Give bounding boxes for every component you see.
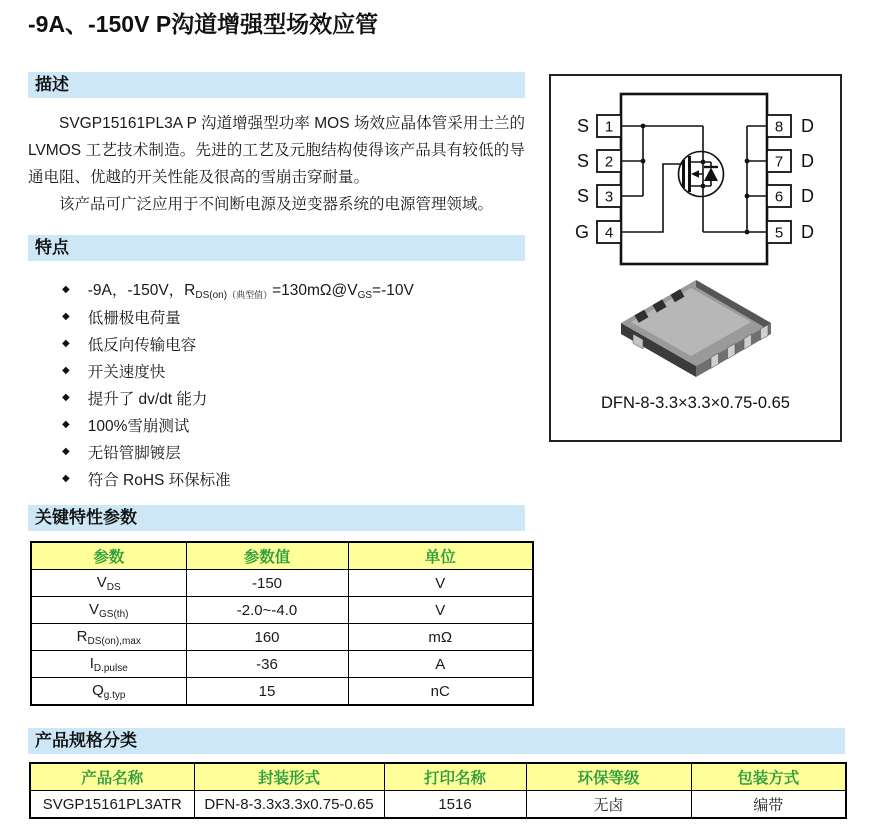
table-row bbox=[31, 597, 533, 624]
value-cell: -36 bbox=[186, 651, 348, 678]
feature-item bbox=[62, 357, 525, 384]
description-paragraph: 该产品可广泛应用于不间断电源及逆变器系统的电源管理领域。 bbox=[59, 196, 494, 213]
feature-text: -9A，-150V，$R_{DS(on)(典型值)}=130m\Omega@V_{GS}=-10V$ bbox=[87, 282, 414, 301]
pin-function-label: S bbox=[576, 116, 589, 136]
feature-item bbox=[62, 384, 525, 411]
data-cell: 无卤 bbox=[526, 791, 691, 819]
package-panel bbox=[549, 74, 842, 442]
feature-text: 无铅管脚镀层 bbox=[87, 444, 181, 462]
table-header-row bbox=[31, 542, 533, 570]
unit-cell: nC bbox=[348, 678, 533, 706]
feature-text: 开关速度快 bbox=[87, 363, 166, 381]
pin-number: 6 bbox=[774, 188, 784, 206]
bullet-icon: ◆ bbox=[62, 392, 70, 403]
features-section-heading: 特点 bbox=[28, 235, 525, 261]
feature-text: 提升了 dv/dt 能力 bbox=[87, 390, 208, 408]
unit-cell: A bbox=[348, 651, 533, 678]
pin-function-label: G bbox=[574, 222, 589, 242]
pin-number: 5 bbox=[774, 224, 784, 242]
description-paragraph: SVGP15161PL3A P 沟道增强型功率 MOS 场效应晶体管采用士兰的 LVMOS 工艺技术制造。先进的工艺及元胞结构使得该产品具有较低的导通电阻、优越的开关性能及很高的雪崩击穿耐量。 bbox=[28, 115, 525, 186]
dfn-package-3d-image bbox=[621, 280, 771, 377]
feature-item bbox=[62, 276, 525, 303]
data-cell: 1516 bbox=[384, 791, 526, 819]
left-pins bbox=[575, 115, 621, 243]
key-params-table bbox=[30, 541, 534, 706]
pin-function-label: D bbox=[801, 151, 814, 171]
param-cell: $I_{D.pulse}$ bbox=[31, 651, 186, 678]
package-name-label: DFN-8-3.3×3.3×0.75-0.65 bbox=[601, 394, 790, 412]
data-cell: DFN-8-3.3x3.3x0.75-0.65 bbox=[194, 791, 384, 819]
param-cell: $R_{DS(on),max}$ bbox=[31, 624, 186, 651]
pin-number: 1 bbox=[604, 118, 614, 136]
pin-number: 7 bbox=[774, 153, 784, 171]
unit-cell: mΩ bbox=[348, 624, 533, 651]
feature-item bbox=[62, 303, 525, 330]
table-row bbox=[31, 651, 533, 678]
product-spec-heading: 产品规格分类 bbox=[28, 728, 845, 754]
bullet-icon: ◆ bbox=[62, 338, 70, 349]
product-spec-table-body bbox=[30, 763, 846, 818]
column-header: 产品名称 bbox=[30, 763, 194, 791]
feature-list bbox=[62, 276, 525, 492]
feature-item bbox=[62, 465, 525, 492]
bullet-icon: ◆ bbox=[62, 311, 70, 322]
pin-function-label: D bbox=[801, 186, 814, 206]
column-header: 包装方式 bbox=[691, 763, 846, 791]
value-cell: -2.0~-4.0 bbox=[186, 597, 348, 624]
feature-text: 低栅极电荷量 bbox=[87, 309, 181, 327]
description-section-heading: 描述 bbox=[28, 72, 525, 98]
pin-number: 8 bbox=[774, 118, 784, 136]
pin-function-label: S bbox=[576, 151, 589, 171]
pin-number: 2 bbox=[604, 153, 614, 171]
bullet-icon: ◆ bbox=[62, 419, 70, 430]
table-header-row bbox=[30, 763, 846, 791]
column-header: 参数值 bbox=[186, 542, 348, 570]
bullet-icon: ◆ bbox=[62, 365, 70, 376]
pin-function-label: S bbox=[576, 186, 589, 206]
table-row bbox=[31, 624, 533, 651]
description-text bbox=[28, 110, 525, 218]
param-cell: $Q_{g.typ}$ bbox=[31, 678, 186, 706]
bullet-icon: ◆ bbox=[62, 284, 70, 295]
bullet-icon: ◆ bbox=[62, 446, 70, 457]
table-row bbox=[30, 791, 846, 819]
unit-cell: V bbox=[348, 597, 533, 624]
unit-cell: V bbox=[348, 570, 533, 597]
param-cell: $V_{DS}$ bbox=[31, 570, 186, 597]
feature-item bbox=[62, 411, 525, 438]
value-cell: 15 bbox=[186, 678, 348, 706]
value-cell: -150 bbox=[186, 570, 348, 597]
body-diode-icon bbox=[704, 168, 718, 182]
param-cell: $V_{GS(th)}$ bbox=[31, 597, 186, 624]
column-header: 参数 bbox=[31, 542, 186, 570]
pin-number: 3 bbox=[604, 188, 614, 206]
feature-text: 100%雪崩测试 bbox=[87, 417, 190, 435]
column-header: 单位 bbox=[348, 542, 533, 570]
right-pins bbox=[767, 115, 814, 243]
feature-text: 符合 RoHS 环保标准 bbox=[87, 471, 231, 489]
pin-diagram-and-package-graphic bbox=[551, 76, 840, 378]
pin-function-label: D bbox=[801, 222, 814, 242]
table-row bbox=[31, 678, 533, 706]
column-header: 环保等级 bbox=[526, 763, 691, 791]
page-title: -9A、-150V P沟道增强型场效应管 bbox=[28, 11, 379, 37]
feature-text: 低反向传输电容 bbox=[87, 336, 197, 354]
key-params-section bbox=[28, 505, 525, 706]
key-params-table-body bbox=[31, 542, 533, 705]
product-spec-table bbox=[29, 762, 847, 819]
product-spec-section bbox=[28, 728, 845, 819]
feature-item bbox=[62, 330, 525, 357]
data-cell: 编带 bbox=[691, 791, 846, 819]
bullet-icon: ◆ bbox=[62, 473, 70, 484]
feature-item bbox=[62, 438, 525, 465]
pin-function-label: D bbox=[801, 116, 814, 136]
key-params-heading: 关键特性参数 bbox=[28, 505, 525, 531]
pin-number: 4 bbox=[604, 224, 614, 242]
column-header: 封装形式 bbox=[194, 763, 384, 791]
value-cell: 160 bbox=[186, 624, 348, 651]
data-cell: SVGP15161PL3ATR bbox=[30, 791, 194, 819]
table-row bbox=[31, 570, 533, 597]
column-header: 打印名称 bbox=[384, 763, 526, 791]
left-column bbox=[28, 72, 525, 492]
